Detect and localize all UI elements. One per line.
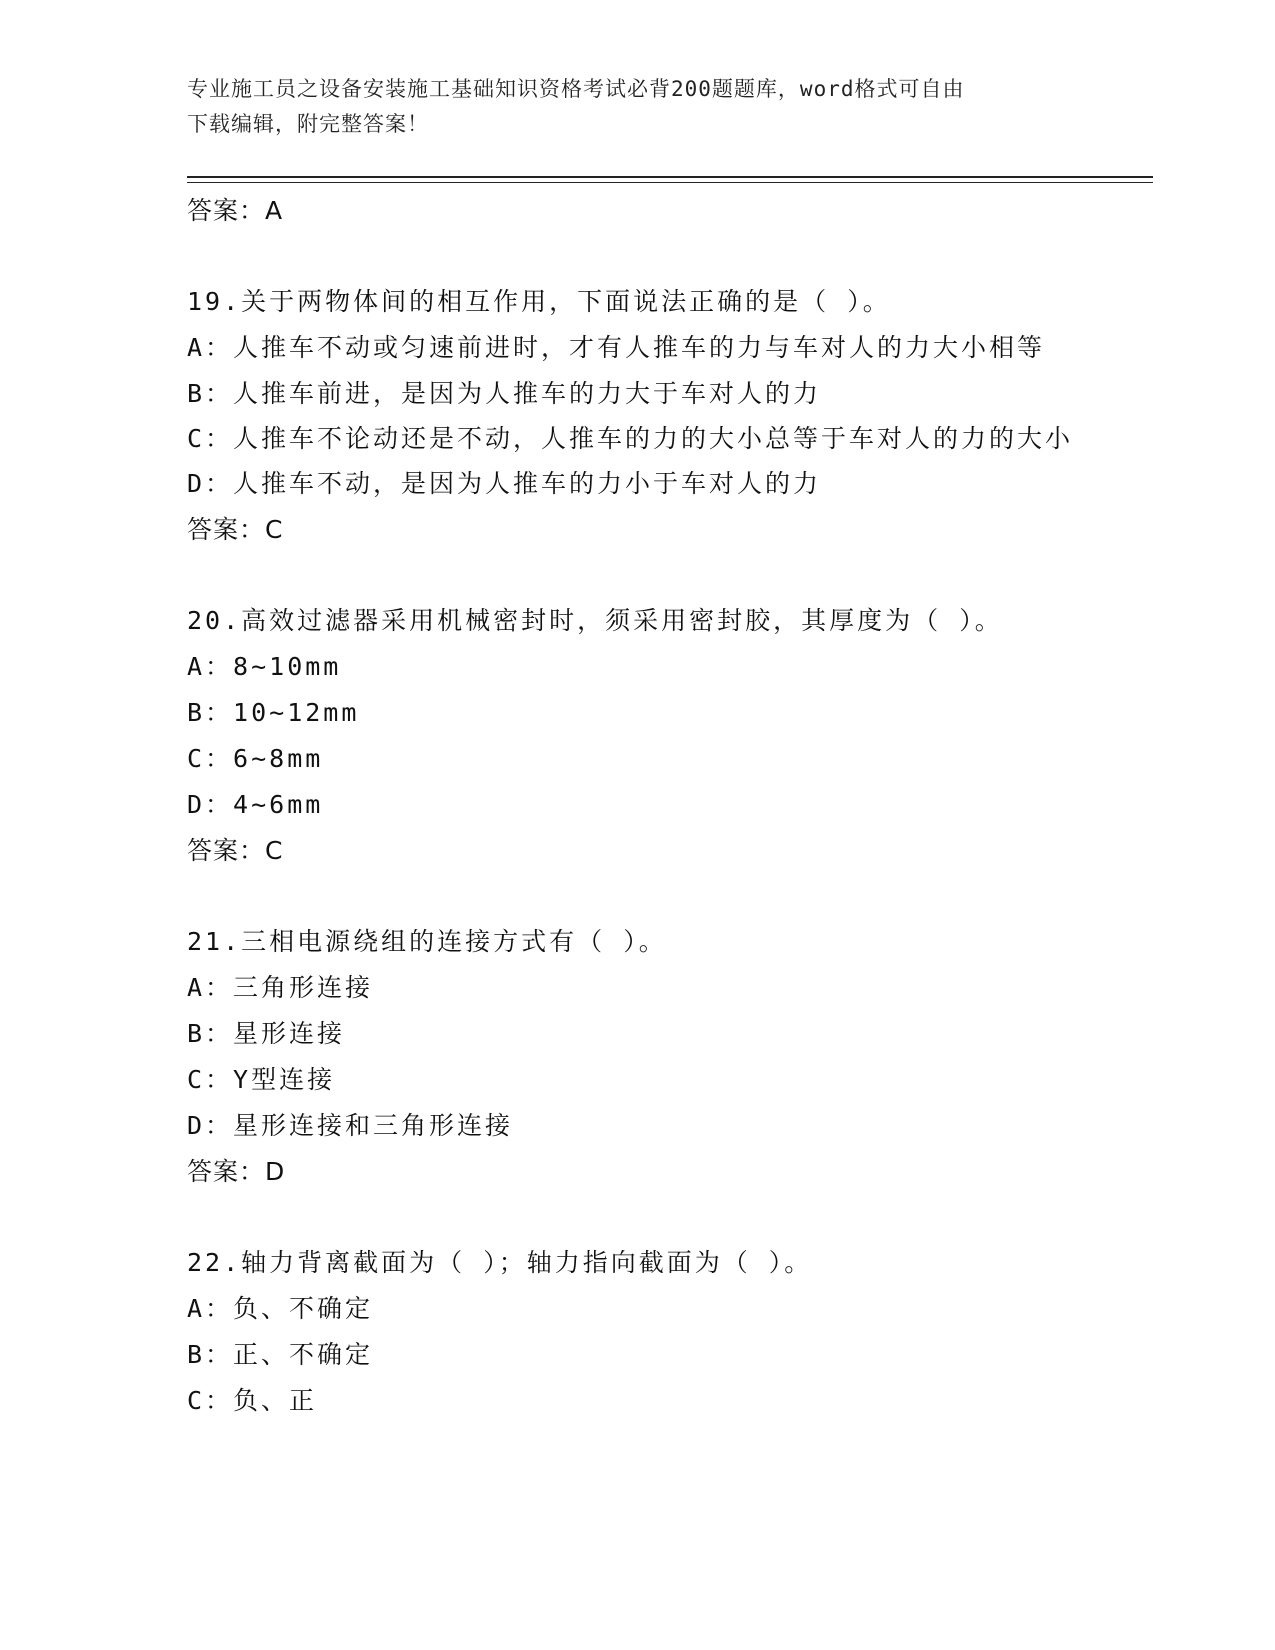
question-text: 20.高效过滤器采用机械密封时，须采用密封胶，其厚度为（ ）。 — [187, 606, 1003, 635]
question-block-20 — [187, 598, 1087, 874]
question-list — [187, 188, 1087, 1424]
option-a: A：负、不确定 — [187, 1294, 374, 1323]
option-c: C：人推车不论动还是不动，人推车的力的大小总等于车对人的力的大小 — [187, 424, 1074, 453]
spacer — [187, 234, 1087, 279]
question-text: 19.关于两物体间的相互作用，下面说法正确的是（ ）。 — [187, 287, 891, 316]
option-a: A：8~10mm — [187, 652, 342, 681]
option-b: B：人推车前进，是因为人推车的力大于车对人的力 — [187, 379, 822, 408]
option-c: C：负、正 — [187, 1386, 318, 1415]
question-block-21 — [187, 919, 1087, 1195]
header-divider-thin — [187, 182, 1153, 183]
option-a: A：三角形连接 — [187, 973, 374, 1002]
option-a: A：人推车不动或匀速前进时，才有人推车的力与车对人的力大小相等 — [187, 333, 1046, 362]
previous-answer: 答案：A — [187, 196, 284, 225]
option-d: D：4~6mm — [187, 790, 324, 819]
question-text: 21.三相电源绕组的连接方式有（ ）。 — [187, 927, 667, 956]
header-divider-thick — [187, 176, 1153, 178]
option-b: B：星形连接 — [187, 1019, 346, 1048]
answer: 答案：C — [187, 836, 284, 865]
question-text: 22.轴力背离截面为（ ）；轴力指向截面为（ ）。 — [187, 1248, 813, 1277]
option-d: D：人推车不动，是因为人推车的力小于车对人的力 — [187, 469, 822, 498]
answer: 答案：D — [187, 1157, 286, 1186]
option-b: B：10~12mm — [187, 698, 360, 727]
option-d: D：星形连接和三角形连接 — [187, 1111, 514, 1140]
option-b: B：正、不确定 — [187, 1340, 374, 1369]
option-c: C：6~8mm — [187, 744, 324, 773]
spacer — [187, 553, 1087, 598]
answer: 答案：C — [187, 515, 284, 544]
question-block-19 — [187, 279, 1087, 553]
header-line-1: 专业施工员之设备安装施工基础知识资格考试必背200题题库，word格式可自由 — [187, 77, 965, 101]
header-line-2: 下载编辑，附完整答案！ — [187, 112, 429, 136]
document-header — [187, 72, 1067, 142]
option-c: C：Y型连接 — [187, 1065, 336, 1094]
spacer — [187, 1195, 1087, 1240]
spacer — [187, 874, 1087, 919]
question-block-22 — [187, 1240, 1087, 1424]
